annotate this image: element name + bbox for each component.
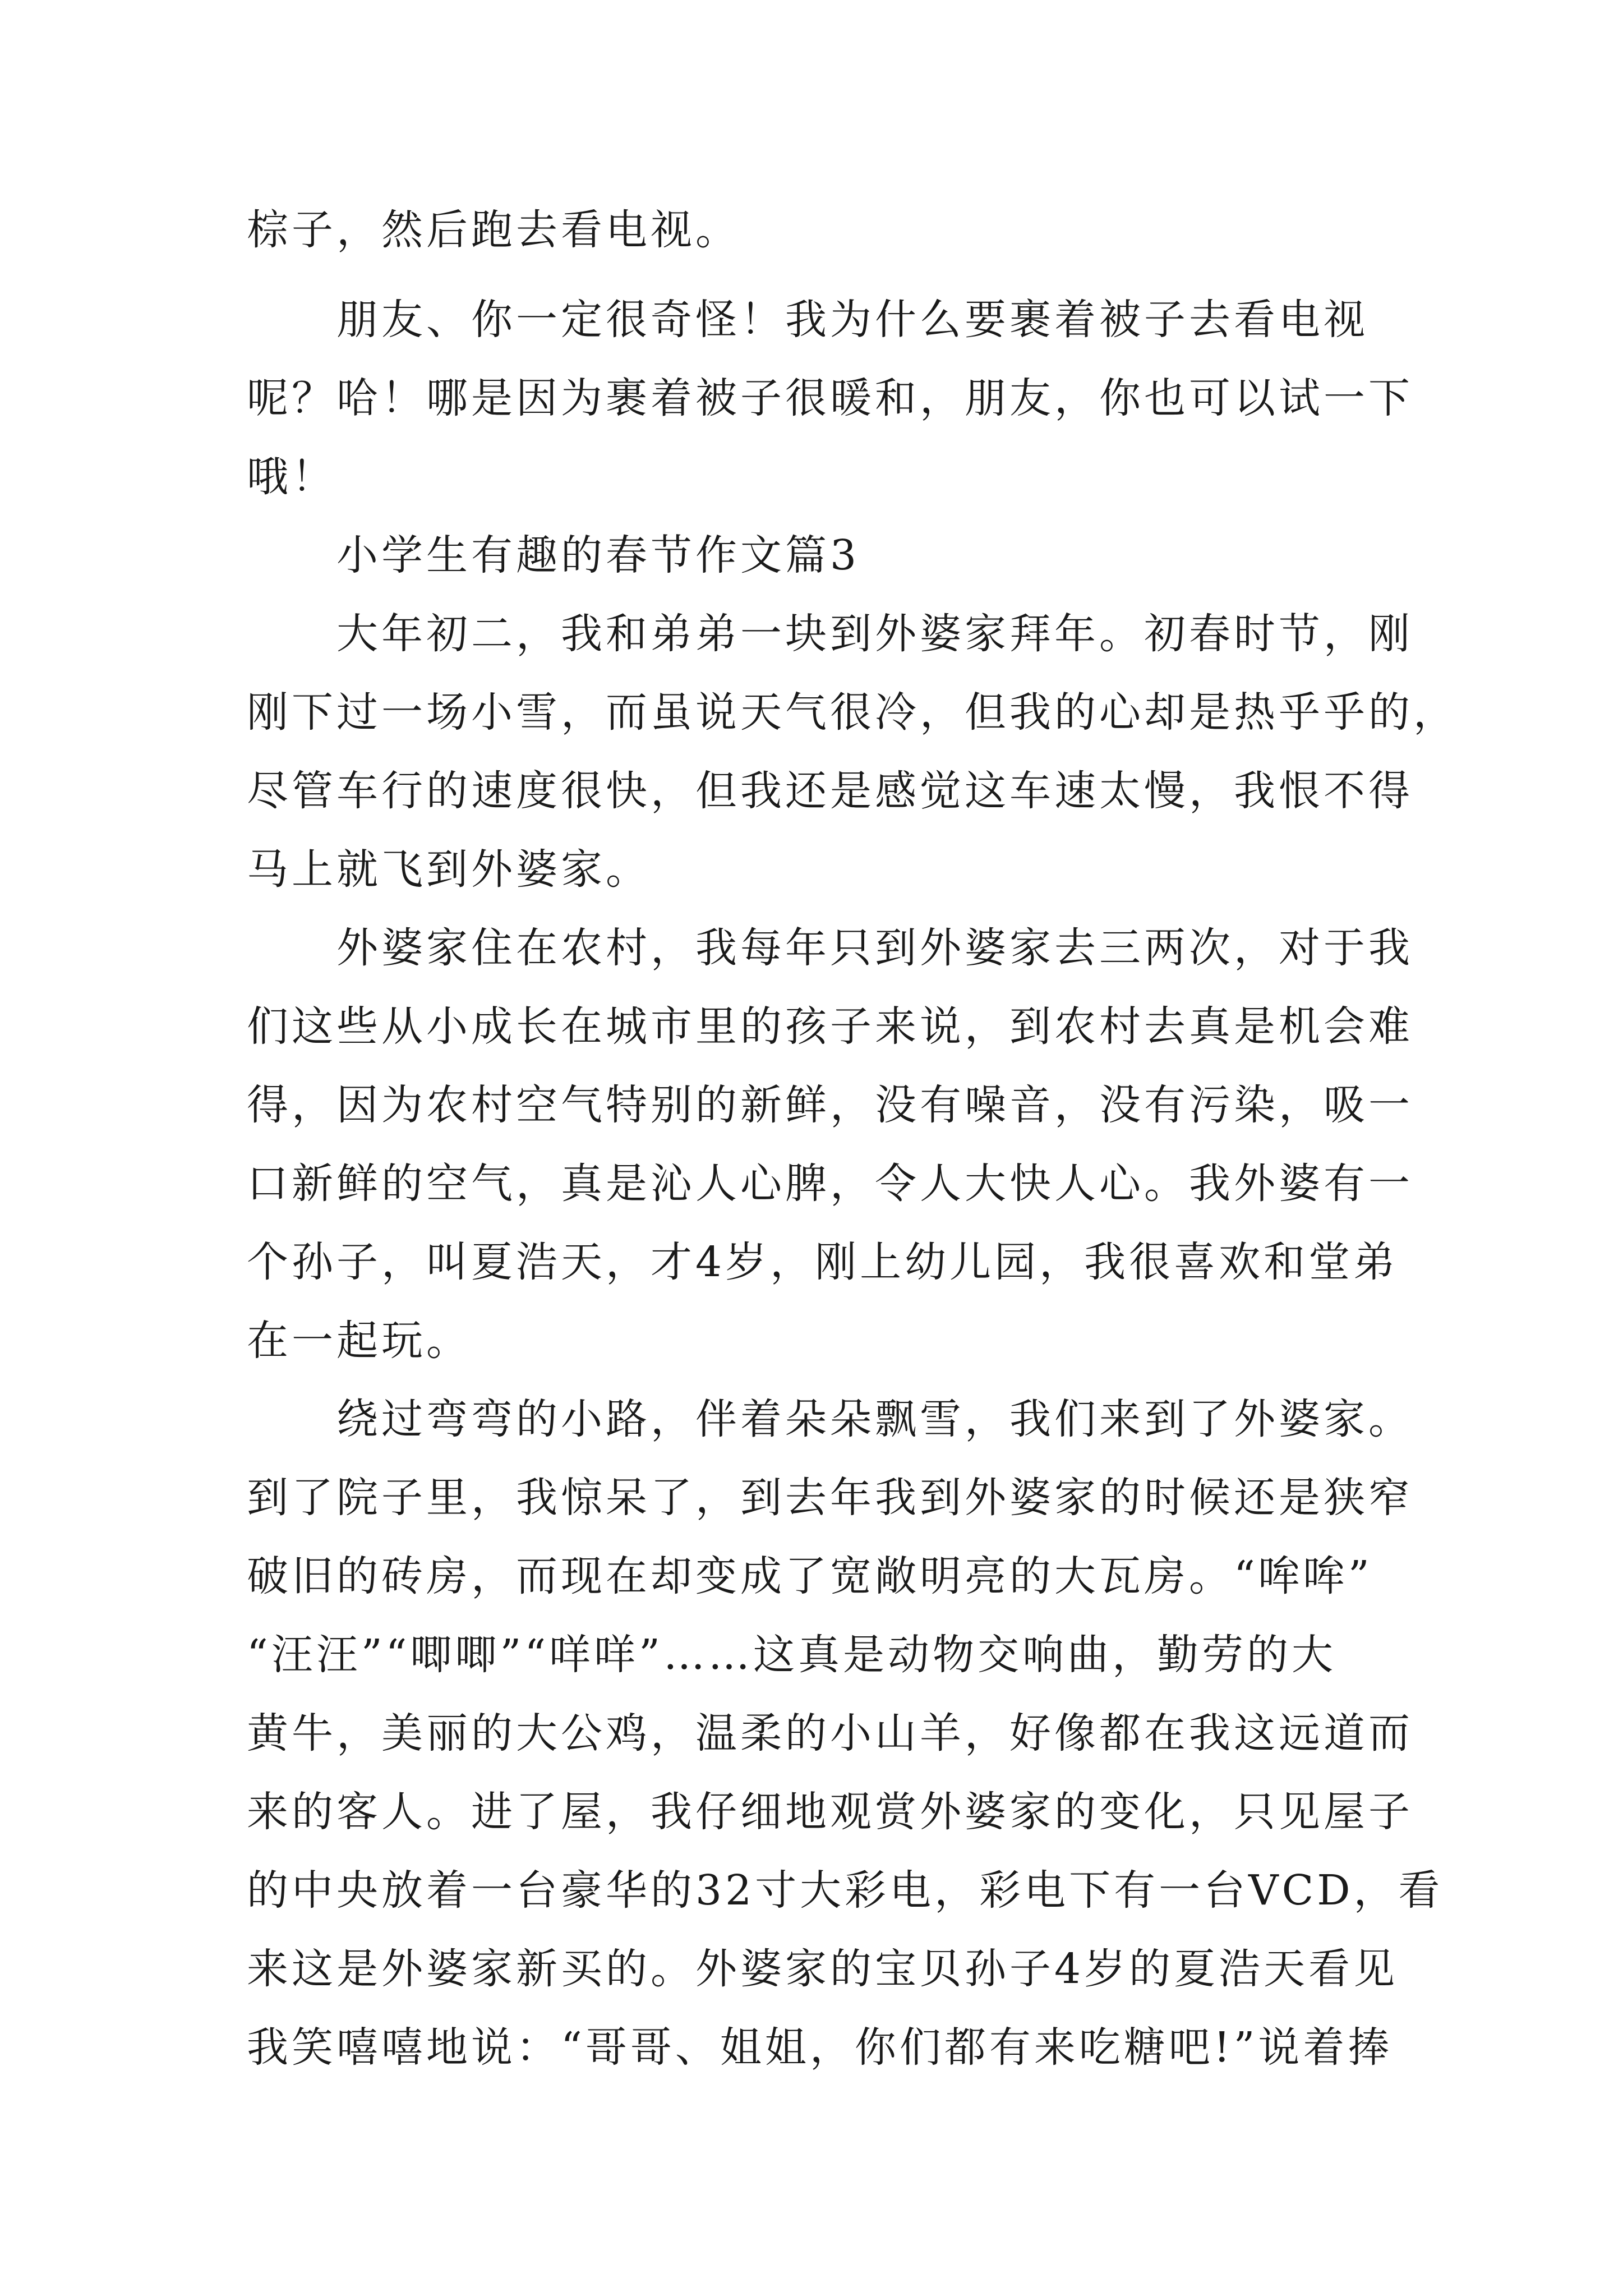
text-line: 口新鲜的空气，真是沁人心脾，令人大快人心。我外婆有一 xyxy=(247,1159,1413,1208)
text-line: 大年初二，我和弟弟一块到外婆家拜年。初春时节，刚 xyxy=(336,610,1413,658)
text-line: 尽管车行的速度很快，但我还是感觉这车速太慢，我恨不得 xyxy=(247,767,1413,815)
text-line: 马上就飞到外婆家。 xyxy=(247,845,651,894)
text-line: 哦！ xyxy=(247,453,336,501)
text-line: 黄牛，美丽的大公鸡，温柔的小山羊，好像都在我这远道而 xyxy=(247,1709,1413,1757)
text-line: 个孙子，叫夏浩天，才4岁，刚上幼儿园，我很喜欢和堂弟 xyxy=(247,1238,1399,1286)
text-line: 来这是外婆家新买的。外婆家的宝贝孙子4岁的夏浩天看见 xyxy=(247,1945,1399,1993)
text-line: 呢？哈！哪是因为裹着被子很暖和，朋友，你也可以试一下 xyxy=(247,374,1413,422)
text-line: 们这些从小成长在城市里的孩子来说，到农村去真是机会难 xyxy=(247,1002,1413,1051)
text-line: 朋友、你一定很奇怪！我为什么要裹着被子去看电视 xyxy=(336,296,1368,344)
text-line: 在一起玩。 xyxy=(247,1317,471,1365)
text-line: 破旧的砖房，而现在却变成了宽敞明亮的大瓦房。“哞哞” xyxy=(247,1552,1373,1600)
text-line: 到了院子里，我惊呆了，到去年我到外婆家的时候还是狭窄 xyxy=(247,1474,1413,1522)
text-line: 棕子，然后跑去看电视。 xyxy=(247,206,740,254)
text-line: “汪汪”“唧唧”“咩咩”……这真是动物交响曲，勤劳的大 xyxy=(247,1631,1336,1679)
section-heading: 小学生有趣的春节作文篇3 xyxy=(336,531,860,579)
text-line: 得，因为农村空气特别的新鲜，没有噪音，没有污染，吸一 xyxy=(247,1081,1413,1129)
text-line: 外婆家住在农村，我每年只到外婆家去三两次，对于我 xyxy=(336,924,1413,972)
text-line: 来的客人。进了屋，我仔细地观赏外婆家的变化，只见屋子 xyxy=(247,1788,1413,1836)
text-line: 绕过弯弯的小路，伴着朵朵飘雪，我们来到了外婆家。 xyxy=(336,1395,1413,1443)
text-line: 我笑嘻嘻地说：“哥哥、姐姐，你们都有来吃糖吧!”说着捧 xyxy=(247,2023,1393,2072)
text-line: 刚下过一场小雪，而虽说天气很冷，但我的心却是热乎乎的， xyxy=(247,688,1458,737)
text-line: 的中央放着一台豪华的32寸大彩电，彩电下有一台VCD，看 xyxy=(247,1866,1444,1915)
